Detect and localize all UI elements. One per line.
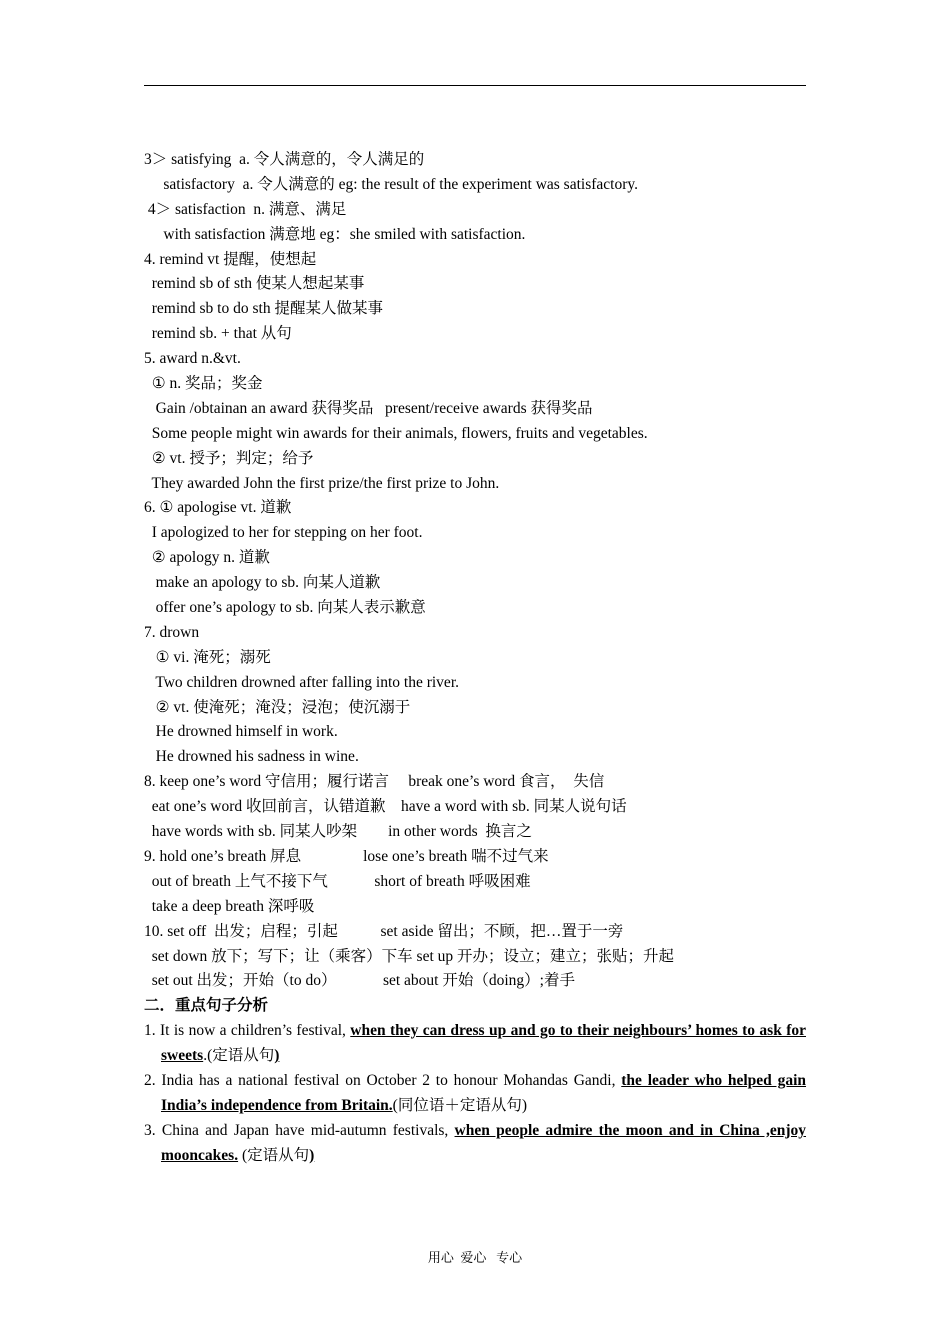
text-line: 10. set off 出发；启程；引起 set aside 留出；不顾，把…置于一旁 <box>144 922 624 940</box>
sentence-text: 2. India has a national festival on October 2 to honour Mohandas Gandi, <box>144 1071 622 1089</box>
text-line: ② apology n. 道歉 <box>144 549 270 567</box>
text-line: They awarded John the first prize/the first prize to John. <box>144 474 500 492</box>
key-sentence <box>144 1119 806 1169</box>
text-line: Two children drowned after falling into the river. <box>144 673 459 691</box>
text-line: ② vt. 授予；判定；给予 <box>144 449 314 467</box>
document-body <box>144 148 806 1169</box>
text-line: 6. ① apologise vt. 道歉 <box>144 499 292 517</box>
text-line: set down 放下；写下；让（乘客）下车 set up 开办；设立；建立；张贴；升起 <box>144 947 675 965</box>
sentence-text: 3. China and Japan have mid-autumn festivals, <box>144 1121 455 1139</box>
text-line: 7. drown <box>144 623 200 641</box>
sentence-note: .(定语从句 <box>203 1047 275 1065</box>
page-footer: 用心 爱心 专心 <box>427 1250 523 1265</box>
text-line: Gain /obtainan an award 获得奖品 present/receive awards 获得奖品 <box>144 399 593 417</box>
text-line: remind sb to do sth 提醒某人做某事 <box>144 300 383 318</box>
text-line: set out 出发；开始（to do） set about 开始（doing）;着手 <box>144 972 575 990</box>
text-line: ① vi. 淹死；溺死 <box>144 648 271 666</box>
text-line: He drowned himself in work. <box>144 723 338 741</box>
sentence-note-close: ) <box>309 1146 315 1164</box>
sentence-highlight: the leader who helped gain India’s independence from Britain. <box>161 1071 807 1114</box>
text-line: make an apology to sb. 向某人道歉 <box>144 574 381 592</box>
sentence-note: (定语从句 <box>238 1146 310 1164</box>
text-line: offer one’s apology to sb. 向某人表示歉意 <box>144 599 426 617</box>
text-line: ② vt. 使淹死；淹没；浸泡；使沉溺于 <box>144 698 411 716</box>
sentence-text: 1. It is now a children’s festival, <box>144 1022 351 1040</box>
section-heading: 二．重点句子分析 <box>144 997 269 1015</box>
text-line: 8. keep one’s word 守信用；履行诺言 break one’s word 食言， 失信 <box>144 773 605 791</box>
key-sentence <box>144 1069 806 1119</box>
sentence-highlight: when people admire the moon and in China ,enjoy mooncakes. <box>161 1121 806 1164</box>
sentence-note: (同位语＋定语从句) <box>392 1096 527 1114</box>
text-line: I apologized to her for stepping on her foot. <box>144 524 423 542</box>
text-line: eat one’s word 收回前言，认错道歉 have a word with sb. 同某人说句话 <box>144 798 627 816</box>
text-line: 4＞ satisfaction n. 满意、满足 <box>144 200 347 218</box>
text-line: remind sb of sth 使某人想起某事 <box>144 275 365 293</box>
sentence-highlight: when they can dress up and go to their neighbours’ homes to ask for sweets <box>161 1022 806 1065</box>
header-rule <box>144 85 806 86</box>
text-line: have words with sb. 同某人吵架 in other words 换言之 <box>144 823 532 841</box>
text-line: take a deep breath 深呼吸 <box>144 897 315 915</box>
text-line: with satisfaction 满意地 eg：she smiled with satisfaction. <box>144 225 526 243</box>
text-line: remind sb. + that 从句 <box>144 325 292 343</box>
key-sentence <box>144 1019 806 1069</box>
text-line: ① n. 奖品；奖金 <box>144 375 263 393</box>
sentence-note-close: ) <box>274 1047 280 1065</box>
text-line: He drowned his sadness in wine. <box>144 748 359 766</box>
text-line: 3＞ satisfying a. 令人满意的，令人满足的 <box>144 151 425 168</box>
text-line: 5. award n.&vt. <box>144 350 241 368</box>
text-line: satisfactory a. 令人满意的 eg: the result of the experiment was satisfactory. <box>144 175 638 193</box>
text-line: 9. hold one’s breath 屏息 lose one’s breath 喘不过气来 <box>144 847 549 865</box>
text-line: Some people might win awards for their animals, flowers, fruits and vegetables. <box>144 424 648 442</box>
text-line: out of breath 上气不接下气 short of breath 呼吸困难 <box>144 872 531 890</box>
text-line: 4. remind vt 提醒，使想起 <box>144 250 317 268</box>
